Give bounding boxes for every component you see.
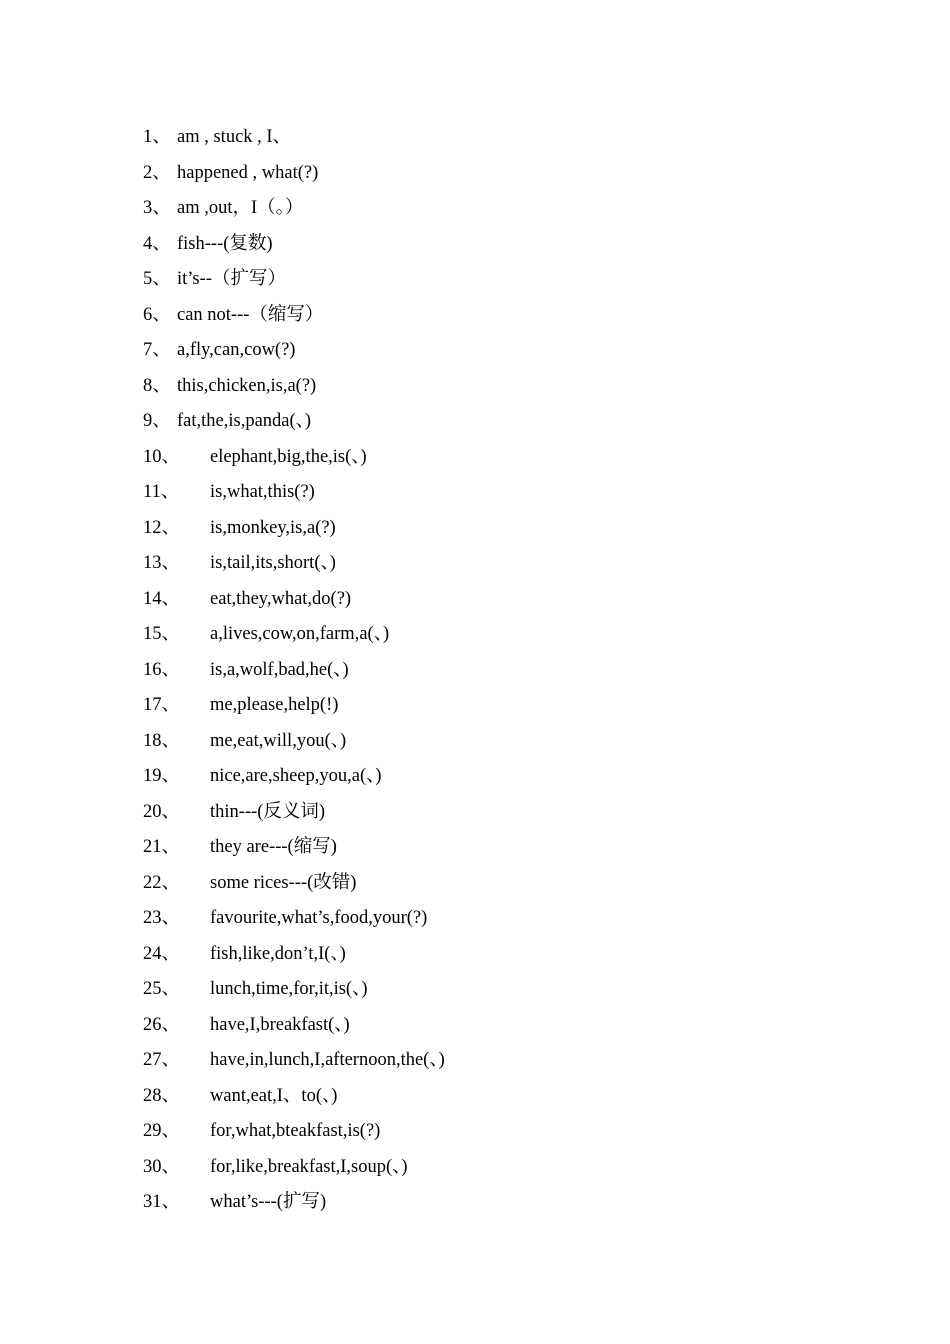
exercise-item [143, 443, 445, 479]
exercise-number: 25、 [143, 979, 181, 999]
exercise-number: 4、 [143, 233, 171, 254]
exercise-item [143, 1153, 445, 1189]
exercise-number: 5、 [143, 269, 171, 289]
exercise-item [143, 265, 445, 301]
exercise-item [143, 904, 445, 940]
exercise-item [143, 798, 445, 834]
exercise-number: 17、 [143, 695, 181, 715]
exercise-item [143, 833, 445, 869]
exercise-number: 26、 [143, 1014, 181, 1035]
exercise-text: it’s--（扩写） [177, 269, 286, 289]
exercise-number: 12、 [143, 517, 181, 538]
exercise-item [143, 1188, 445, 1224]
exercise-item [143, 372, 445, 408]
exercise-number: 28、 [143, 1085, 181, 1106]
exercise-text: some rices---(改错) [210, 872, 357, 893]
exercise-number: 24、 [143, 943, 181, 964]
exercise-number: 7、 [143, 340, 171, 360]
exercise-number: 23、 [143, 908, 181, 928]
exercise-number: 21、 [143, 837, 181, 857]
exercise-text: favourite,what’s,food,your(?) [210, 908, 428, 928]
exercise-text: is,what,this(?) [210, 482, 315, 502]
exercise-item [143, 869, 445, 905]
exercise-text: me,please,help(!) [210, 695, 339, 715]
exercise-number: 29、 [143, 1121, 181, 1141]
exercise-number: 31、 [143, 1192, 181, 1212]
exercise-text: am , stuck , I、 [177, 127, 292, 147]
exercise-number: 19、 [143, 766, 181, 786]
exercise-item [143, 762, 445, 798]
exercise-text: a,lives,cow,on,farm,a(、) [210, 624, 390, 644]
exercise-item [143, 478, 445, 514]
exercise-item [143, 585, 445, 621]
exercise-text: me,eat,will,you(、) [210, 730, 347, 751]
exercise-text: is,tail,its,short(、) [210, 553, 336, 573]
exercise-text: this,chicken,is,a(?) [177, 375, 317, 396]
exercise-text: what’s---(扩写) [210, 1192, 327, 1212]
exercise-item [143, 336, 445, 372]
exercise-item [143, 975, 445, 1011]
exercise-text: nice,are,sheep,you,a(、) [210, 766, 382, 786]
exercise-text: for,like,breakfast,I,soup(、) [210, 1156, 408, 1177]
exercise-number: 1、 [143, 127, 171, 147]
exercise-item [143, 1082, 445, 1118]
exercise-number: 30、 [143, 1156, 181, 1177]
exercise-item [143, 656, 445, 692]
exercise-text: lunch,time,for,it,is(、) [210, 979, 368, 999]
exercise-number: 14、 [143, 588, 181, 609]
exercise-text: is,a,wolf,bad,he(、) [210, 659, 349, 680]
exercise-item [143, 123, 445, 159]
exercise-item [143, 620, 445, 656]
exercise-item [143, 1046, 445, 1082]
exercise-text: elephant,big,the,is(、) [210, 446, 367, 467]
exercise-item [143, 549, 445, 585]
exercise-text: have,I,breakfast(、) [210, 1014, 350, 1035]
exercise-item [143, 230, 445, 266]
exercise-number: 8、 [143, 375, 171, 396]
exercise-list [143, 123, 445, 1224]
exercise-text: have,in,lunch,I,afternoon,the(、) [210, 1050, 445, 1070]
exercise-number: 2、 [143, 162, 171, 183]
exercise-item [143, 301, 445, 337]
exercise-text: fish---(复数) [177, 233, 273, 254]
exercise-text: a,fly,can,cow(?) [177, 340, 296, 360]
exercise-item [143, 159, 445, 195]
exercise-item [143, 691, 445, 727]
exercise-number: 10、 [143, 446, 181, 467]
exercise-number: 13、 [143, 553, 181, 573]
exercise-text: am ,out，I（。） [177, 198, 304, 218]
exercise-item [143, 407, 445, 443]
exercise-item [143, 514, 445, 550]
exercise-text: happened , what(?) [177, 162, 319, 183]
exercise-number: 11、 [143, 482, 180, 502]
exercise-item [143, 194, 445, 230]
exercise-item [143, 1011, 445, 1047]
exercise-text: for,what,bteakfast,is(?) [210, 1121, 381, 1141]
exercise-number: 3、 [143, 198, 171, 218]
exercise-number: 16、 [143, 659, 181, 680]
exercise-number: 15、 [143, 624, 181, 644]
exercise-number: 20、 [143, 801, 181, 822]
exercise-number: 27、 [143, 1050, 181, 1070]
exercise-number: 6、 [143, 304, 171, 325]
exercise-text: can not---（缩写） [177, 304, 324, 325]
exercise-text: eat,they,what,do(?) [210, 588, 352, 609]
exercise-text: is,monkey,is,a(?) [210, 517, 336, 538]
exercise-text: fish,like,don’t,I(、) [210, 943, 346, 964]
exercise-number: 18、 [143, 730, 181, 751]
exercise-text: thin---(反义词) [210, 801, 326, 822]
exercise-item [143, 940, 445, 976]
exercise-text: want,eat,I、to(、) [210, 1085, 338, 1106]
exercise-number: 9、 [143, 411, 171, 431]
exercise-text: fat,the,is,panda(、) [177, 411, 312, 431]
exercise-item [143, 727, 445, 763]
exercise-item [143, 1117, 445, 1153]
exercise-number: 22、 [143, 872, 181, 893]
exercise-text: they are---(缩写) [210, 837, 337, 857]
